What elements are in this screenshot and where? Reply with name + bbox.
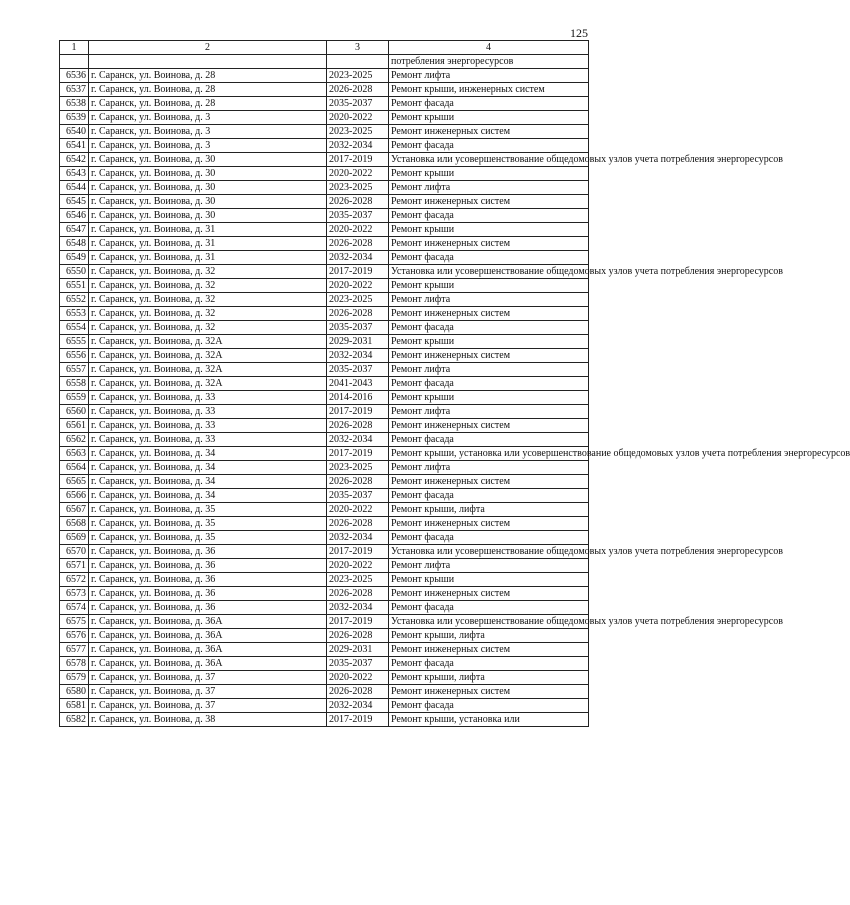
table-row [60, 629, 589, 643]
row-work-type: Ремонт фасада [389, 251, 589, 265]
table-row [60, 83, 589, 97]
row-work-type: Ремонт крыши [389, 111, 589, 125]
row-work-type: Ремонт крыши [389, 167, 589, 181]
row-work-type: Ремонт крыши [389, 335, 589, 349]
row-number: 6540 [60, 125, 89, 139]
table-row [60, 713, 589, 727]
row-number: 6553 [60, 307, 89, 321]
row-work-type: Ремонт крыши [389, 223, 589, 237]
table-row [60, 265, 589, 279]
table-row [60, 321, 589, 335]
table-row [60, 475, 589, 489]
table-row [60, 657, 589, 671]
row-period: 2017-2019 [327, 545, 389, 559]
row-period: 2026-2028 [327, 83, 389, 97]
row-work-type: Установка или усовершенствование общедомовых узлов учета потребления энергоресурсов [389, 545, 589, 559]
row-work-type: Ремонт инженерных систем [389, 517, 589, 531]
table-row [60, 363, 589, 377]
row-address: г. Саранск, ул. Воинова, д. 32А [89, 363, 327, 377]
row-period: 2035-2037 [327, 321, 389, 335]
row-period: 2023-2025 [327, 573, 389, 587]
row-period: 2032-2034 [327, 433, 389, 447]
row-period: 2035-2037 [327, 97, 389, 111]
row-number: 6539 [60, 111, 89, 125]
row-address: г. Саранск, ул. Воинова, д. 33 [89, 433, 327, 447]
row-number: 6574 [60, 601, 89, 615]
row-work-type: Ремонт крыши, лифта [389, 671, 589, 685]
row-number: 6562 [60, 433, 89, 447]
row-address: г. Саранск, ул. Воинова, д. 37 [89, 685, 327, 699]
row-number: 6538 [60, 97, 89, 111]
row-number: 6578 [60, 657, 89, 671]
row-period: 2032-2034 [327, 139, 389, 153]
row-number: 6543 [60, 167, 89, 181]
row-number: 6561 [60, 419, 89, 433]
row-period: 2017-2019 [327, 405, 389, 419]
row-period: 2035-2037 [327, 209, 389, 223]
continuation-row [60, 55, 589, 69]
row-work-type: Ремонт фасада [389, 97, 589, 111]
row-period: 2026-2028 [327, 587, 389, 601]
row-address: г. Саранск, ул. Воинова, д. 34 [89, 489, 327, 503]
row-period: 2026-2028 [327, 419, 389, 433]
row-address: г. Саранск, ул. Воинова, д. 32А [89, 335, 327, 349]
row-number: 6564 [60, 461, 89, 475]
row-number: 6551 [60, 279, 89, 293]
row-work-type: Ремонт инженерных систем [389, 685, 589, 699]
row-number: 6545 [60, 195, 89, 209]
row-number: 6580 [60, 685, 89, 699]
row-work-type: Установка или усовершенствование общедомовых узлов учета потребления энергоресурсов [389, 615, 589, 629]
row-number: 6554 [60, 321, 89, 335]
table-row [60, 643, 589, 657]
row-number: 6536 [60, 69, 89, 83]
row-address: г. Саранск, ул. Воинова, д. 38 [89, 713, 327, 727]
row-period: 2032-2034 [327, 531, 389, 545]
row-address: г. Саранск, ул. Воинова, д. 30 [89, 181, 327, 195]
row-work-type: Ремонт фасада [389, 699, 589, 713]
row-number: 6581 [60, 699, 89, 713]
row-address: г. Саранск, ул. Воинова, д. 30 [89, 153, 327, 167]
row-period: 2020-2022 [327, 167, 389, 181]
row-address: г. Саранск, ул. Воинова, д. 28 [89, 83, 327, 97]
table-row [60, 335, 589, 349]
row-work-type: Ремонт лифта [389, 461, 589, 475]
row-period: 2026-2028 [327, 475, 389, 489]
row-work-type: Ремонт фасада [389, 139, 589, 153]
row-period: 2026-2028 [327, 685, 389, 699]
table-row [60, 699, 589, 713]
row-address: г. Саранск, ул. Воинова, д. 34 [89, 447, 327, 461]
row-period: 2020-2022 [327, 279, 389, 293]
row-period: 2026-2028 [327, 307, 389, 321]
row-number: 6571 [60, 559, 89, 573]
row-work-type: Установка или усовершенствование общедомовых узлов учета потребления энергоресурсов [389, 153, 589, 167]
row-address: г. Саранск, ул. Воинова, д. 32 [89, 321, 327, 335]
row-work-type: Ремонт лифта [389, 559, 589, 573]
row-address: г. Саранск, ул. Воинова, д. 33 [89, 419, 327, 433]
row-address: г. Саранск, ул. Воинова, д. 3 [89, 125, 327, 139]
row-number: 6559 [60, 391, 89, 405]
row-period: 2017-2019 [327, 265, 389, 279]
row-work-type: Ремонт фасада [389, 209, 589, 223]
table-row [60, 447, 589, 461]
row-period: 2020-2022 [327, 559, 389, 573]
row-address: г. Саранск, ул. Воинова, д. 34 [89, 461, 327, 475]
row-work-type: Ремонт лифта [389, 363, 589, 377]
row-number: 6568 [60, 517, 89, 531]
row-work-type: Ремонт фасада [389, 433, 589, 447]
row-address: г. Саранск, ул. Воинова, д. 33 [89, 391, 327, 405]
row-work-type: Ремонт лифта [389, 69, 589, 83]
table-row [60, 391, 589, 405]
row-address: г. Саранск, ул. Воинова, д. 36А [89, 629, 327, 643]
row-address: г. Саранск, ул. Воинова, д. 32 [89, 265, 327, 279]
row-work-type: Ремонт фасада [389, 321, 589, 335]
row-address: г. Саранск, ул. Воинова, д. 36 [89, 573, 327, 587]
row-period: 2023-2025 [327, 181, 389, 195]
row-number: 6546 [60, 209, 89, 223]
row-period: 2026-2028 [327, 517, 389, 531]
table-row [60, 69, 589, 83]
table-row [60, 573, 589, 587]
row-number: 6541 [60, 139, 89, 153]
column-header-1: 1 [60, 41, 89, 55]
row-period: 2023-2025 [327, 69, 389, 83]
row-number: 6549 [60, 251, 89, 265]
row-address: г. Саранск, ул. Воинова, д. 31 [89, 251, 327, 265]
row-address: г. Саранск, ул. Воинова, д. 30 [89, 167, 327, 181]
table-row [60, 237, 589, 251]
row-address: г. Саранск, ул. Воинова, д. 35 [89, 517, 327, 531]
row-work-type: Ремонт лифта [389, 293, 589, 307]
table-row [60, 209, 589, 223]
row-work-type: Ремонт инженерных систем [389, 419, 589, 433]
continuation-text: потребления энергоресурсов [389, 55, 589, 69]
row-address: г. Саранск, ул. Воинова, д. 37 [89, 699, 327, 713]
row-work-type: Ремонт инженерных систем [389, 475, 589, 489]
row-period: 2020-2022 [327, 671, 389, 685]
table-row [60, 671, 589, 685]
row-period: 2029-2031 [327, 643, 389, 657]
table-row [60, 139, 589, 153]
row-work-type: Ремонт крыши, установка или [389, 713, 589, 727]
row-work-type: Ремонт фасада [389, 531, 589, 545]
table-row [60, 223, 589, 237]
row-period: 2017-2019 [327, 713, 389, 727]
row-work-type: Ремонт инженерных систем [389, 643, 589, 657]
table-row [60, 97, 589, 111]
table-row [60, 503, 589, 517]
table-row [60, 559, 589, 573]
row-number: 6582 [60, 713, 89, 727]
table-row [60, 279, 589, 293]
row-address: г. Саранск, ул. Воинова, д. 3 [89, 139, 327, 153]
table-row [60, 545, 589, 559]
table-row [60, 419, 589, 433]
row-work-type: Ремонт крыши [389, 279, 589, 293]
table-body [60, 55, 850, 727]
row-address: г. Саранск, ул. Воинова, д. 33 [89, 405, 327, 419]
table-row [60, 195, 589, 209]
row-address: г. Саранск, ул. Воинова, д. 30 [89, 195, 327, 209]
column-header-3: 3 [327, 41, 389, 55]
row-number: 6576 [60, 629, 89, 643]
row-number: 6566 [60, 489, 89, 503]
row-period: 2035-2037 [327, 657, 389, 671]
row-address: г. Саранск, ул. Воинова, д. 36 [89, 587, 327, 601]
table-row [60, 433, 589, 447]
table-row [60, 461, 589, 475]
row-address: г. Саранск, ул. Воинова, д. 32 [89, 307, 327, 321]
row-work-type: Ремонт крыши, инженерных систем [389, 83, 589, 97]
row-address: г. Саранск, ул. Воинова, д. 36А [89, 643, 327, 657]
row-work-type: Ремонт инженерных систем [389, 307, 589, 321]
table-row [60, 531, 589, 545]
row-period: 2026-2028 [327, 237, 389, 251]
row-period: 2023-2025 [327, 461, 389, 475]
row-period: 2017-2019 [327, 615, 389, 629]
row-address: г. Саранск, ул. Воинова, д. 36 [89, 559, 327, 573]
row-number: 6565 [60, 475, 89, 489]
row-work-type: Ремонт крыши, лифта [389, 629, 589, 643]
table-row [60, 587, 589, 601]
row-number: 6557 [60, 363, 89, 377]
row-number: 6577 [60, 643, 89, 657]
row-period: 2026-2028 [327, 195, 389, 209]
table-row [60, 601, 589, 615]
row-period: 2020-2022 [327, 223, 389, 237]
repair-schedule-table [59, 40, 850, 727]
row-number: 6572 [60, 573, 89, 587]
row-address: г. Саранск, ул. Воинова, д. 36 [89, 545, 327, 559]
table-row [60, 181, 589, 195]
row-number: 6542 [60, 153, 89, 167]
row-period: 2026-2028 [327, 629, 389, 643]
row-number: 6575 [60, 615, 89, 629]
table-row [60, 293, 589, 307]
row-address: г. Саранск, ул. Воинова, д. 31 [89, 223, 327, 237]
row-address: г. Саранск, ул. Воинова, д. 3 [89, 111, 327, 125]
row-address: г. Саранск, ул. Воинова, д. 32 [89, 293, 327, 307]
row-address: г. Саранск, ул. Воинова, д. 32А [89, 377, 327, 391]
column-number-row [60, 41, 589, 55]
row-period: 2032-2034 [327, 349, 389, 363]
row-work-type: Ремонт фасада [389, 377, 589, 391]
table-row [60, 377, 589, 391]
row-work-type: Ремонт инженерных систем [389, 195, 589, 209]
row-number: 6548 [60, 237, 89, 251]
row-work-type: Ремонт лифта [389, 405, 589, 419]
row-address: г. Саранск, ул. Воинова, д. 36А [89, 615, 327, 629]
row-address: г. Саранск, ул. Воинова, д. 32 [89, 279, 327, 293]
row-period: 2041-2043 [327, 377, 389, 391]
row-period: 2020-2022 [327, 503, 389, 517]
row-work-type: Ремонт инженерных систем [389, 125, 589, 139]
row-work-type: Ремонт крыши, установка или усовершенствование общедомовых узлов учета потребления энергоресурсов [389, 447, 589, 461]
row-address: г. Саранск, ул. Воинова, д. 32А [89, 349, 327, 363]
row-address: г. Саранск, ул. Воинова, д. 36 [89, 601, 327, 615]
row-number: 6544 [60, 181, 89, 195]
row-address: г. Саранск, ул. Воинова, д. 30 [89, 209, 327, 223]
row-number: 6567 [60, 503, 89, 517]
row-address: г. Саранск, ул. Воинова, д. 35 [89, 531, 327, 545]
row-number: 6570 [60, 545, 89, 559]
row-number: 6556 [60, 349, 89, 363]
row-work-type: Ремонт фасада [389, 601, 589, 615]
table-row [60, 167, 589, 181]
row-number: 6579 [60, 671, 89, 685]
row-work-type: Ремонт инженерных систем [389, 349, 589, 363]
row-number: 6563 [60, 447, 89, 461]
row-number: 6569 [60, 531, 89, 545]
row-period: 2032-2034 [327, 251, 389, 265]
row-period: 2014-2016 [327, 391, 389, 405]
row-number: 6558 [60, 377, 89, 391]
row-number: 6537 [60, 83, 89, 97]
row-period: 2035-2037 [327, 363, 389, 377]
table-row [60, 517, 589, 531]
row-period: 2017-2019 [327, 153, 389, 167]
row-number: 6552 [60, 293, 89, 307]
row-address: г. Саранск, ул. Воинова, д. 34 [89, 475, 327, 489]
row-address: г. Саранск, ул. Воинова, д. 35 [89, 503, 327, 517]
row-work-type: Ремонт лифта [389, 181, 589, 195]
row-number: 6573 [60, 587, 89, 601]
table-row [60, 251, 589, 265]
row-period: 2035-2037 [327, 489, 389, 503]
row-address: г. Саранск, ул. Воинова, д. 28 [89, 69, 327, 83]
row-work-type: Ремонт крыши, лифта [389, 503, 589, 517]
row-work-type: Установка или усовершенствование общедомовых узлов учета потребления энергоресурсов [389, 265, 589, 279]
row-address: г. Саранск, ул. Воинова, д. 28 [89, 97, 327, 111]
row-period: 2017-2019 [327, 447, 389, 461]
column-header-2: 2 [89, 41, 327, 55]
table-row [60, 405, 589, 419]
row-work-type: Ремонт крыши [389, 573, 589, 587]
table-header [60, 41, 589, 55]
row-period: 2032-2034 [327, 601, 389, 615]
row-address: г. Саранск, ул. Воинова, д. 31 [89, 237, 327, 251]
row-period: 2029-2031 [327, 335, 389, 349]
row-period: 2023-2025 [327, 125, 389, 139]
table-row [60, 111, 589, 125]
table-row [60, 153, 589, 167]
row-work-type: Ремонт крыши [389, 391, 589, 405]
column-header-4: 4 [389, 41, 589, 55]
table-row [60, 349, 589, 363]
row-period: 2023-2025 [327, 293, 389, 307]
row-work-type: Ремонт фасада [389, 489, 589, 503]
table-row [60, 489, 589, 503]
page-number: 125 [570, 26, 588, 40]
row-address: г. Саранск, ул. Воинова, д. 36А [89, 657, 327, 671]
table-row [60, 685, 589, 699]
row-number: 6560 [60, 405, 89, 419]
row-work-type: Ремонт фасада [389, 657, 589, 671]
row-period: 2032-2034 [327, 699, 389, 713]
table-row [60, 125, 589, 139]
row-address: г. Саранск, ул. Воинова, д. 37 [89, 671, 327, 685]
row-number: 6547 [60, 223, 89, 237]
row-period: 2020-2022 [327, 111, 389, 125]
row-number: 6555 [60, 335, 89, 349]
row-number: 6550 [60, 265, 89, 279]
row-work-type: Ремонт инженерных систем [389, 237, 589, 251]
row-work-type: Ремонт инженерных систем [389, 587, 589, 601]
table-row [60, 307, 589, 321]
table-row [60, 615, 589, 629]
